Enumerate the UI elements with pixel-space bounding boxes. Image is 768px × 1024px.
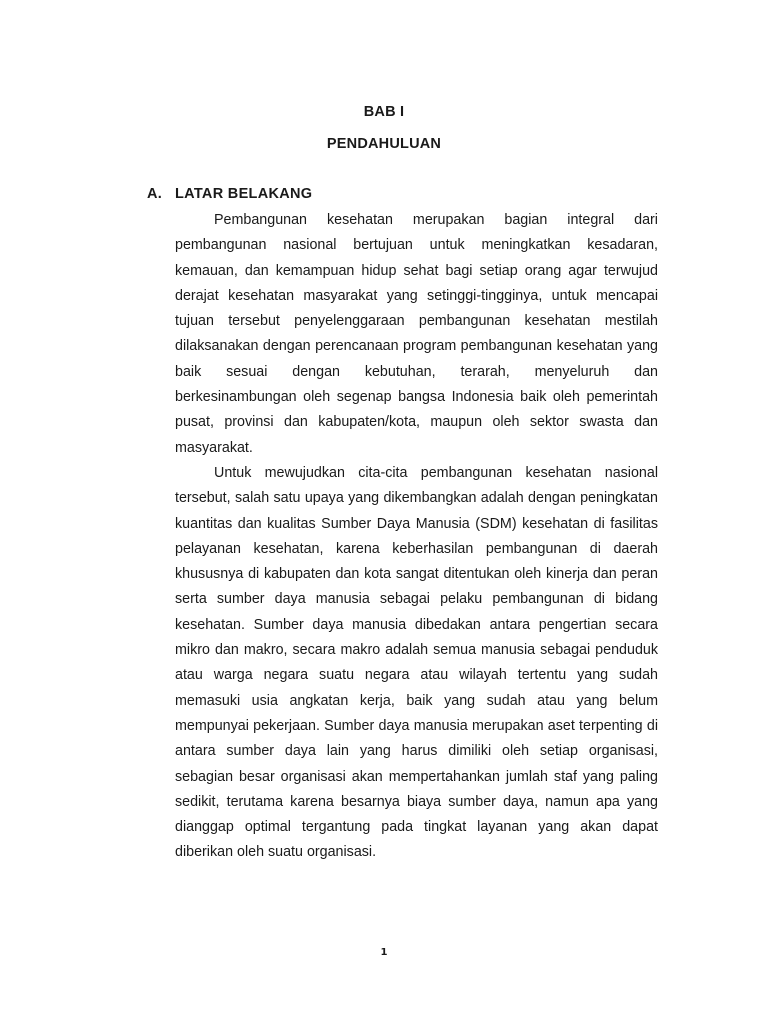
page-number: 1 (380, 947, 388, 958)
body-text (175, 208, 658, 866)
section-letter: A. (147, 186, 163, 202)
section-heading (147, 186, 312, 202)
paragraph-1: Pembangunan kesehatan merupakan bagian integral dari pembangunan nasional bertujuan untuk meningkatkan kesadaran, kemauan, dan kemampuan hidup sehat bagi setiap orang agar terwujud derajat kesehatan masyarakat yang setinggi-tingginya, untuk mencapai tujuan tersebut penyelenggaraan pembangunan kesehatan mestilah dilaksanakan dengan perencanaan program pembangunan kesehatan yang baik sesuai dengan kebutuhan, terarah, menyeluruh dan berkesinambungan oleh segenap bangsa Indonesia baik oleh pemerintah pusat, provinsi dan kabupaten/kota, maupun oleh sektor swasta dan masyarakat. (175, 212, 658, 456)
paragraph-2: Untuk mewujudkan cita-cita pembangunan kesehatan nasional tersebut, salah satu upaya yang dikembangkan adalah dengan peningkatan kuantitas dan kualitas Sumber Daya Manusia (SDM) kesehatan di fasilitas pelayanan kesehatan, karena keberhasilan pembangunan di daerah khususnya di kabupaten dan kota sangat ditentukan oleh kinerja dan peran serta sumber daya manusia sebagai pelaku pembangunan di bidang kesehatan. Sumber daya manusia dibedakan antara pengertian secara mikro dan makro, secara makro adalah semua manusia sebagai penduduk atau warga negara suatu negara atau wilayah tertentu yang sudah memasuki usia angkatan kerja, baik yang sudah atau yang belum mempunyai pekerjaan. Sumber daya manusia merupakan aset terpenting di antara sumber daya lain yang harus dimiliki oleh setiap organisasi, sebagian besar organisasi akan mempertahankan jumlah staf yang paling sedikit, terutama karena besarnya biaya sumber daya, namun apa yang dianggap optimal tergantung pada tingkat layanan yang akan dapat diberikan oleh suatu organisasi. (175, 464, 658, 861)
chapter-title: PENDAHULUAN (326, 136, 442, 152)
section-title: LATAR BELAKANG (175, 186, 313, 202)
chapter-number: BAB I (363, 104, 405, 120)
